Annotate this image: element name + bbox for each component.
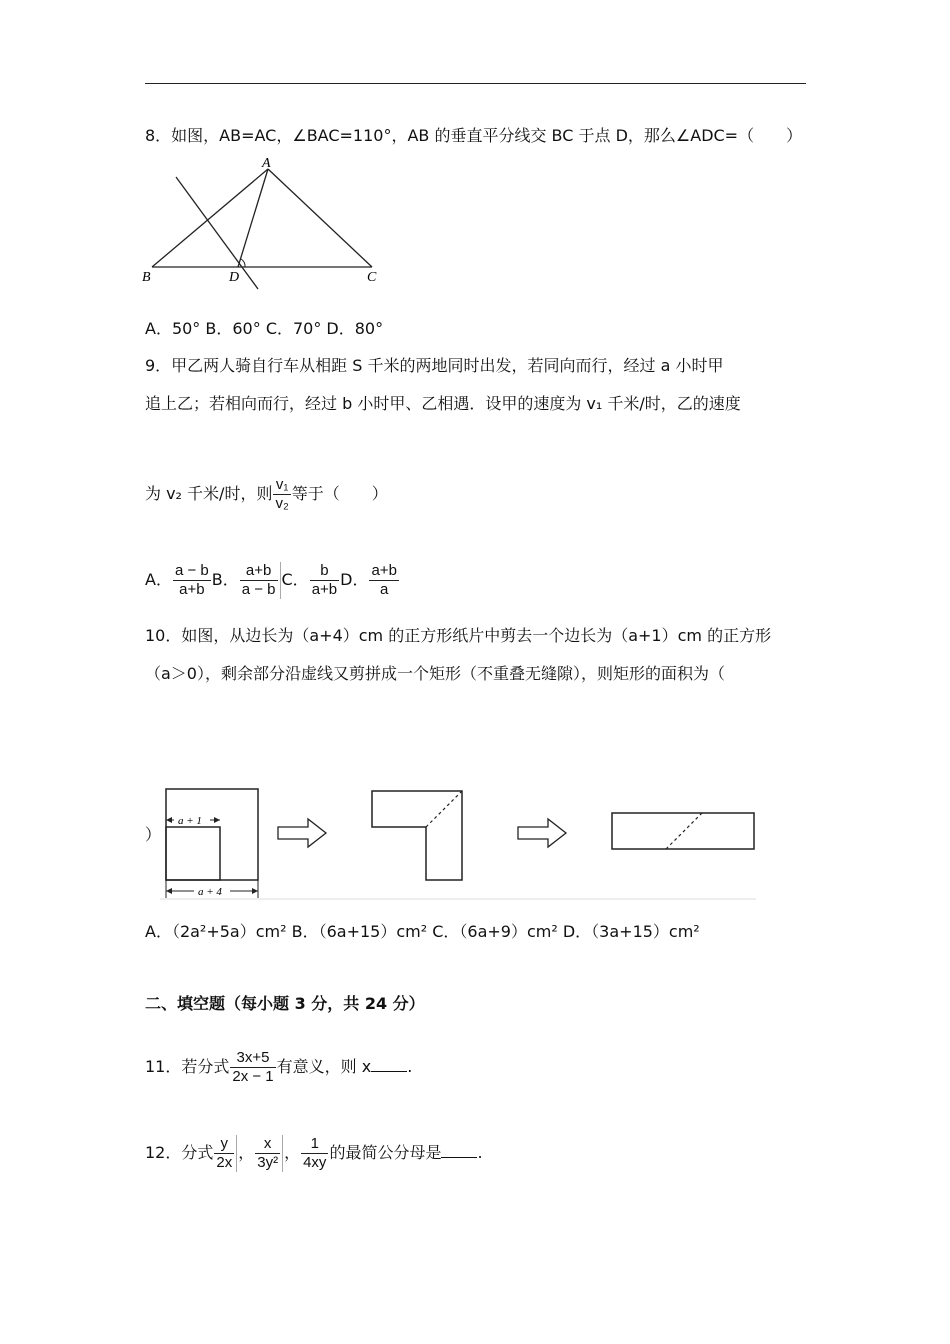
q9-opt-c-label: C． [281, 570, 309, 589]
q11-pre: 11．若分式 [145, 1057, 230, 1076]
q9-line3-pre: 为 v₂ 千米/时，则 [145, 484, 273, 503]
q9-opt-c-frac: $\frac{b}{a+b}$ [311, 562, 338, 598]
result-rectangle [612, 813, 754, 849]
q9-opt-a-frac: $\frac{a - b}{a+b}$ [174, 562, 209, 598]
q11-blank[interactable] [371, 1057, 407, 1072]
label-c: C [367, 270, 377, 285]
line-ac [268, 169, 372, 267]
q8-stem: 8．如图，AB=AC，∠BAC=110°，AB 的垂直平分线交 BC 于点 D，那么∠ADC=（ ） [145, 126, 803, 145]
label-b: B [142, 270, 151, 285]
q9-options [145, 562, 400, 599]
label-a: A [262, 156, 271, 171]
q12-post: 的最简公分母是 [329, 1143, 442, 1162]
header-rule [145, 83, 806, 84]
q10-line2: （a＞0），剩余部分沿虚线又剪拼成一个矩形（不重叠无缝隙），则矩形的面积为（ [145, 664, 725, 683]
q11-end: . [407, 1057, 413, 1076]
q9-line1: 9．甲乙两人骑自行车从相距 S 千米的两地同时出发，若同向而行，经过 a 小时甲 [145, 356, 724, 375]
arrow-right-2 [518, 819, 566, 847]
q9-opt-a-label: A． [145, 570, 172, 589]
q10-close-paren: ） [145, 825, 162, 844]
inner-side-label: a + 1 [178, 815, 202, 827]
q9-opt-b-frac: $\frac{a+b}{a - b}$ [240, 562, 281, 599]
q12-sep1: ， [238, 1143, 255, 1162]
q11-post: 有意义，则 x [276, 1057, 372, 1076]
q9-fraction-v1-v2: $\frac{\text{v₁}}{\text{v₂}}$ [275, 476, 289, 512]
outer-square [166, 789, 258, 880]
q9-line2: 追上乙；若相向而行，经过 b 小时甲、乙相遇．设甲的速度为 v₁ 千米/时，乙的速度 [145, 394, 741, 413]
q9-opt-d-label: D． [340, 570, 369, 589]
q12 [145, 1135, 483, 1172]
q12-end: . [477, 1143, 483, 1162]
line-ad [238, 169, 268, 267]
q11-fraction: $\frac{3x+5}{2x - 1}$ [232, 1049, 274, 1085]
q12-fraction-3: $\frac{1}{4xy}$ [303, 1135, 327, 1171]
q9-line3 [145, 476, 388, 513]
section2-title: 二、填空题（每小题 3 分，共 24 分） [145, 994, 425, 1013]
q12-fraction-1: $\frac{y}{2x}$ [214, 1135, 237, 1172]
q10-options: A．（2a²+5a）cm² B．（6a+15）cm² C．（6a+9）cm² D．（3a+15）cm² [145, 922, 700, 941]
q12-pre: 12．分式 [145, 1143, 214, 1162]
label-d: D [229, 270, 240, 285]
l-shape-cut-line [426, 791, 462, 827]
perpendicular-bisector [176, 177, 258, 289]
q9-line3-post: 等于（ ） [291, 484, 388, 503]
q8-triangle-figure [140, 155, 390, 295]
q9-opt-d-frac: $\frac{a+b}{a}$ [371, 562, 397, 598]
rectangle-cut-line [666, 813, 702, 849]
q9-opt-b-label: B． [211, 570, 239, 589]
q12-blank[interactable] [441, 1143, 477, 1158]
q10-line1: 10．如图，从边长为（a+4）cm 的正方形纸片中剪去一个边长为（a+1）cm 的正方形 [145, 626, 772, 645]
line-ab [152, 169, 268, 267]
q10-figure [160, 785, 760, 905]
q11 [145, 1049, 412, 1086]
inner-square [166, 827, 220, 880]
q8-options: A．50° B．60° C．70° D．80° [145, 319, 384, 338]
q12-sep2: ， [284, 1143, 301, 1162]
outer-side-label: a + 4 [198, 886, 222, 898]
q12-fraction-2: $\frac{x}{\text{3y²}}$ [255, 1135, 283, 1172]
arrow-right-1 [278, 819, 326, 847]
